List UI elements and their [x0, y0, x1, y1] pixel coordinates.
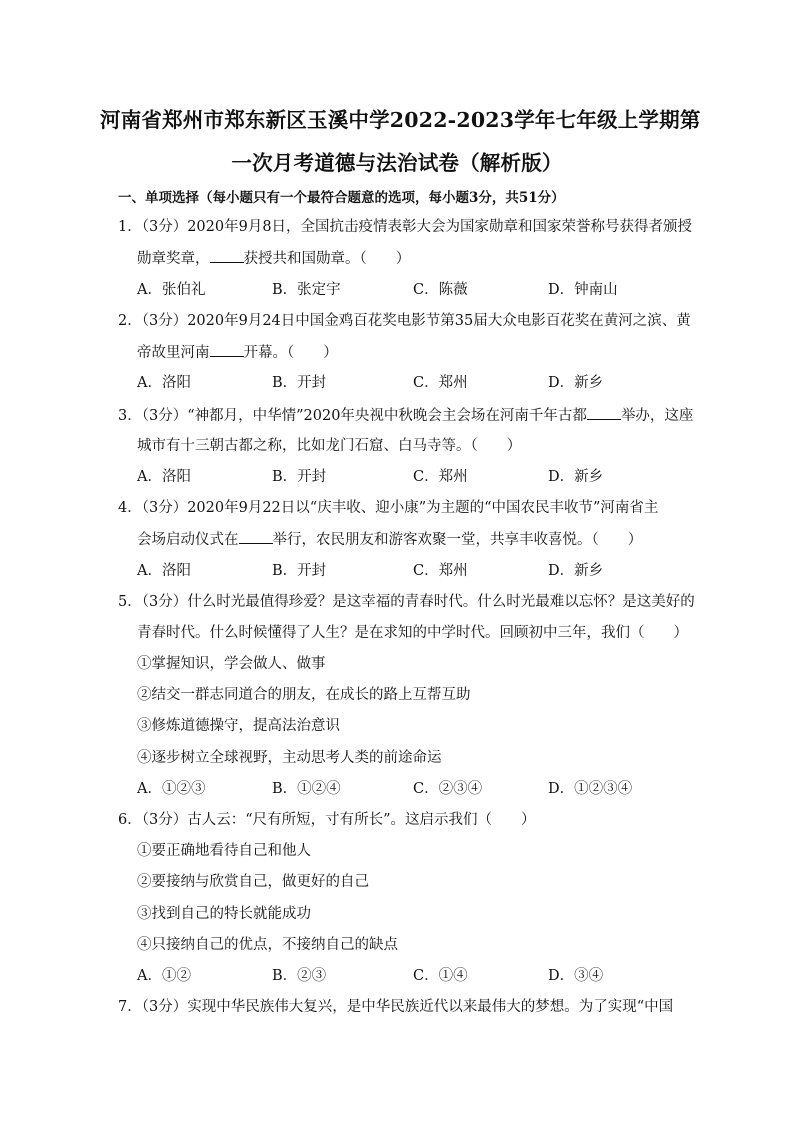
question-3-line-1: 3．（3分）“神都月，中华情”2020年央视中秋晚会主会场在河南千年古都 举办，这座: [118, 405, 693, 426]
question-1-line-1: 1．（3分）2020年9月8日，全国抗击疫情表彰大会为国家勋章和国家荣誉称号获得者颁授: [118, 219, 693, 235]
question-1-option-d: D．钟南山: [548, 282, 618, 298]
question-6-option-c: C．①④: [413, 968, 468, 984]
question-3-option-d: D．新乡: [548, 469, 604, 485]
question-4-line-2: 会场启动仪式在 举行，农民朋友和游客欢聚一堂，共享丰收喜悦。（ ）: [137, 529, 642, 550]
question-1-option-a: A．张伯礼: [137, 282, 206, 298]
question-5-item-4: ④逐步树立全球视野，主动思考人类的前途命运: [137, 750, 442, 766]
question-5-option-c: C．②③④: [413, 781, 483, 797]
question-6-option-a: A．①②: [137, 968, 191, 984]
question-4-line-1: 4．（3分）2020年9月22日以“庆丰收、迎小康”为主题的“中国农民丰收节”河南省主: [118, 500, 659, 516]
question-3-option-c: C．郑州: [413, 469, 468, 485]
question-5-option-a: A．①②③: [137, 781, 206, 797]
answer-blank: [210, 342, 244, 357]
question-2-option-b: B．开封: [272, 375, 327, 391]
question-6-item-4: ④只接纳自己的优点，不接纳自己的缺点: [137, 937, 398, 953]
question-2-option-d: D．新乡: [548, 375, 604, 391]
question-2-line-2: 帝故里河南 开幕。（ ）: [137, 342, 338, 363]
answer-blank: [587, 405, 621, 420]
question-6-item-1: ①要正确地看待自己和他人: [137, 843, 311, 859]
question-3-option-a: A．洛阳: [137, 469, 191, 485]
section-heading: 一、单项选择（每小题只有一个最符合题意的选项，每小题3分，共51分）: [118, 190, 565, 206]
question-5-option-d: D．①②③④: [548, 781, 633, 797]
question-5-line-1: 5．（3分）什么时光最值得珍爱？是这幸福的青春时代。什么时光最难以忘怀？是这美好的: [118, 594, 695, 610]
exam-title-line-2: 一次月考道德与法治试卷（解析版）: [231, 151, 563, 175]
question-5-option-b: B．①②④: [272, 781, 341, 797]
question-6-line-1: 6．（3分）古人云：“尺有所短，寸有所长”。这启示我们（ ）: [118, 812, 536, 828]
question-1-option-b: B．张定宇: [272, 282, 341, 298]
question-3-line-2: 城市有十三朝古都之称，比如龙门石窟、白马寺等。（ ）: [137, 438, 522, 454]
question-6-item-2: ②要接纳与欣赏自己，做更好的自己: [137, 874, 369, 890]
question-6-item-3: ③找到自己的特长就能成功: [137, 906, 311, 922]
question-1-option-c: C．陈薇: [413, 282, 468, 298]
exam-title-line-1: 河南省郑州市郑东新区玉溪中学2022-2023学年七年级上学期第: [100, 108, 701, 132]
question-5-item-3: ③修炼道德操守，提高法治意识: [137, 718, 340, 734]
question-4-option-a: A．洛阳: [137, 563, 191, 579]
question-7-line-1: 7．（3分）实现中华民族伟大复兴，是中华民族近代以来最伟大的梦想。为了实现“中国: [118, 999, 674, 1015]
question-2-option-a: A．洛阳: [137, 375, 191, 391]
question-3-option-b: B．开封: [272, 469, 327, 485]
answer-blank: [239, 529, 273, 544]
question-2-option-c: C．郑州: [413, 375, 468, 391]
question-4-option-d: D．新乡: [548, 563, 604, 579]
question-5-item-2: ②结交一群志同道合的朋友，在成长的路上互帮互助: [137, 687, 471, 703]
question-4-option-c: C．郑州: [413, 563, 468, 579]
question-1-line-2: 勋章奖章， 获授共和国勋章。（ ）: [137, 248, 410, 269]
answer-blank: [210, 248, 244, 263]
question-4-option-b: B．开封: [272, 563, 327, 579]
question-5-line-2: 青春时代。什么时候懂得了人生？是在求知的中学时代。回顾初中三年，我们（ ）: [137, 625, 688, 641]
question-2-line-1: 2．（3分）2020年9月24日中国金鸡百花奖电影节第35届大众电影百花奖在黄河之滨、黄: [118, 313, 691, 329]
question-6-option-d: D．③④: [548, 968, 604, 984]
question-5-item-1: ①掌握知识，学会做人、做事: [137, 656, 326, 672]
question-6-option-b: B．②③: [272, 968, 327, 984]
